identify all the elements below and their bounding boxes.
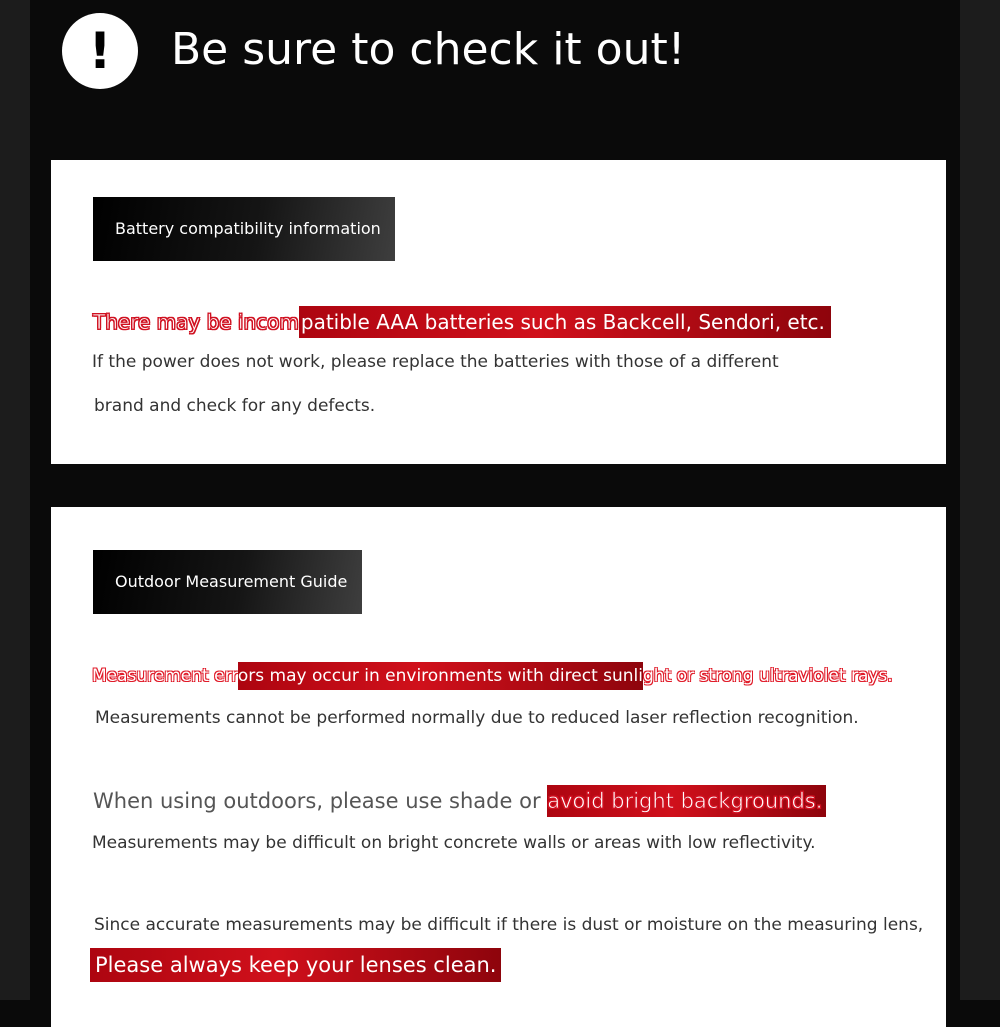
exclamation-icon: !	[62, 13, 138, 89]
outdoor-tip	[93, 783, 826, 819]
page-title: Be sure to check it out!	[171, 24, 686, 75]
outdoor-warning-start: Measurement err	[92, 666, 238, 686]
battery-warning-highlight: patible AAA batteries such as Backcell, Sendori, etc.	[299, 306, 831, 338]
outdoor-guide-card	[51, 507, 946, 1027]
outdoor-body-2: Measurements may be difficult on bright concrete walls or areas with low reflectivity.	[92, 833, 816, 853]
lens-clean-highlight: Please always keep your lenses clean.	[90, 948, 501, 982]
outdoor-section-label: Outdoor Measurement Guide	[93, 550, 362, 614]
battery-body-line2: brand and check for any defects.	[94, 396, 376, 416]
outdoor-tip-highlight: avoid bright backgrounds.	[547, 785, 826, 817]
outdoor-warning	[92, 661, 893, 691]
outdoor-body-1: Measurements cannot be performed normally due to reduced laser reflection recognition.	[95, 708, 859, 728]
battery-warning	[93, 305, 831, 339]
battery-section-label: Battery compatibility information	[93, 197, 395, 261]
outdoor-tip-text: When using outdoors, please use shade or	[93, 789, 548, 813]
outdoor-warning-highlight: ors may occur in environments with direct sunli	[238, 662, 643, 690]
battery-warning-start: There may be incom	[93, 310, 299, 334]
outdoor-body-3: Since accurate measurements may be difficult if there is dust or moisture on the measuring lens,	[94, 915, 924, 935]
background-edge-left	[0, 0, 30, 1000]
outdoor-warning-end: ght or strong ultraviolet rays.	[643, 666, 893, 686]
battery-info-card	[51, 160, 946, 464]
background-edge-right	[960, 0, 1000, 1000]
battery-body-line1: If the power does not work, please replace the batteries with those of a different	[92, 352, 779, 372]
